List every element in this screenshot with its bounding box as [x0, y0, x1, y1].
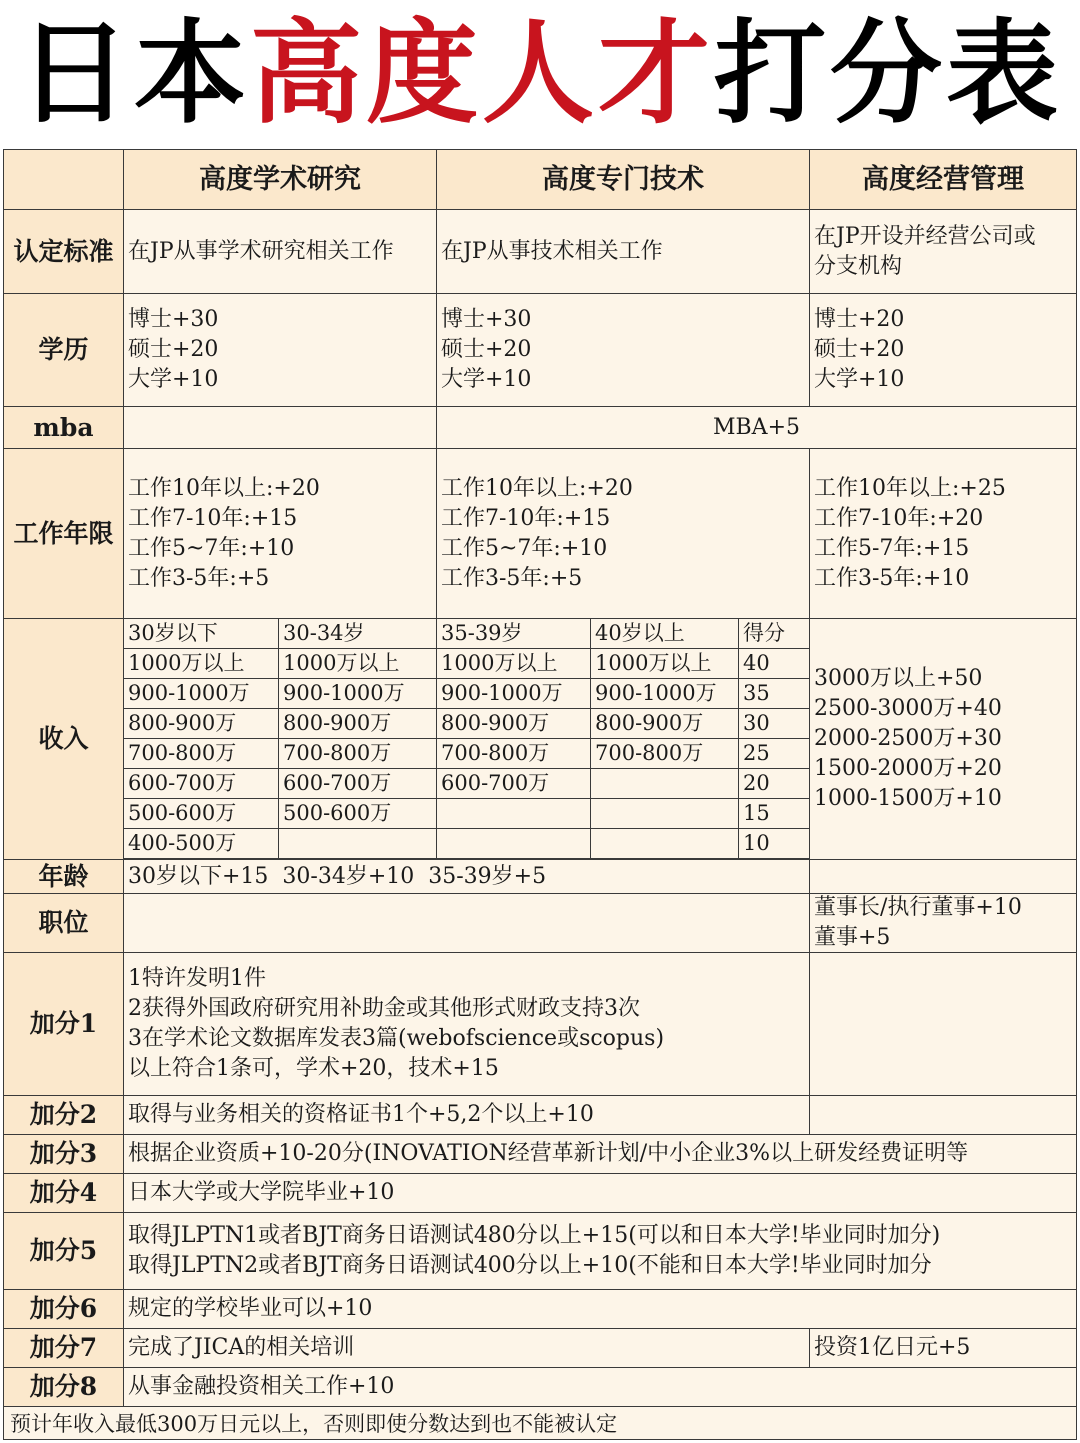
header-corner — [3, 149, 124, 210]
footer-note: 预计年收入最低300万日元以上，否则即使分数达到也不能被认定 — [3, 1406, 1077, 1440]
title-part-japan: 日本 — [18, 9, 250, 139]
income-table-cell: 600-700万 — [123, 768, 279, 799]
position-business: 董事长/执行董事+10 董事+5 — [809, 893, 1077, 953]
income-table-cell: 600-700万 — [436, 768, 591, 799]
row-label-position: 职位 — [3, 893, 124, 953]
bonus5-value: 取得JLPTN1或者BJT商务日语测试480分以上+15(可以和日本大学!毕业同时加分) 取得JLPTN2或者BJT商务日语测试400分以上+10(不能和日本大学!毕业同时加分 — [123, 1212, 1077, 1290]
row-label-age: 年龄 — [3, 859, 124, 894]
education-business: 博士+20 硕士+20 大学+10 — [809, 293, 1077, 407]
income-table-cell: 700-800万 — [590, 738, 739, 769]
bonus1-business-empty — [809, 952, 1077, 1096]
income-table-cell: 30 — [738, 708, 810, 739]
bonus6-value: 规定的学校毕业可以+10 — [123, 1289, 1077, 1329]
row-label-income: 收入 — [3, 618, 124, 860]
income-header-cell: 40岁以上 — [590, 618, 739, 649]
bonus7-business: 投资1亿日元+5 — [809, 1328, 1077, 1368]
income-header-cell: 35-39岁 — [436, 618, 591, 649]
income-table-cell: 35 — [738, 678, 810, 709]
income-table-cell — [436, 798, 591, 829]
row-label-bonus5: 加分5 — [3, 1212, 124, 1290]
row-label-mba: mba — [3, 406, 124, 449]
income-table-cell: 20 — [738, 768, 810, 799]
title-part-talent: 高度人才 — [250, 9, 714, 139]
income-table-cell: 900-1000万 — [278, 678, 437, 709]
experience-academic: 工作10年以上:+20 工作7-10年:+15 工作5~7年:+10 工作3-5年:+5 — [123, 448, 437, 619]
criteria-technical: 在JP从事技术相关工作 — [436, 209, 810, 294]
income-table-cell: 700-800万 — [123, 738, 279, 769]
income-table-cell: 25 — [738, 738, 810, 769]
bonus8-value: 从事金融投资相关工作+10 — [123, 1367, 1077, 1407]
income-table-cell — [436, 828, 591, 859]
bonus2-business-empty — [809, 1095, 1077, 1135]
education-academic: 博士+30 硕士+20 大学+10 — [123, 293, 437, 407]
bonus2-value: 取得与业务相关的资格证书1个+5,2个以上+10 — [123, 1095, 810, 1135]
row-label-criteria: 认定标准 — [3, 209, 124, 294]
income-table-cell — [278, 828, 437, 859]
row-label-bonus7: 加分7 — [3, 1328, 124, 1368]
income-table-cell: 800-900万 — [278, 708, 437, 739]
income-table-cell: 1000万以上 — [436, 648, 591, 679]
column-header-technical: 高度专门技术 — [436, 149, 810, 210]
bonus4-value: 日本大学或大学院毕业+10 — [123, 1173, 1077, 1213]
income-header-cell: 得分 — [738, 618, 810, 649]
income-table-cell: 1000万以上 — [123, 648, 279, 679]
income-table-cell: 1000万以上 — [278, 648, 437, 679]
row-label-bonus8: 加分8 — [3, 1367, 124, 1407]
bonus1-value: 1特许发明1件 2获得外国政府研究用补助金或其他形式财政支持3次 3在学术论文数据库发表3篇(webofscience或scopus) 以上符合1条可，学术+20，技术+15 — [123, 952, 810, 1096]
age-value: 30岁以下+15 30-34岁+10 35-39岁+5 — [123, 859, 810, 894]
income-table-cell: 40 — [738, 648, 810, 679]
row-label-bonus2: 加分2 — [3, 1095, 124, 1135]
income-table-cell: 400-500万 — [123, 828, 279, 859]
income-table-cell: 500-600万 — [123, 798, 279, 829]
age-business-empty — [809, 859, 1077, 894]
income-table-cell: 900-1000万 — [123, 678, 279, 709]
income-table-cell: 600-700万 — [278, 768, 437, 799]
income-table-cell: 15 — [738, 798, 810, 829]
title-part-score-table: 打分表 — [714, 9, 1062, 139]
income-header-cell: 30-34岁 — [278, 618, 437, 649]
income-table-cell — [590, 798, 739, 829]
row-label-bonus1: 加分1 — [3, 952, 124, 1096]
row-label-bonus6: 加分6 — [3, 1289, 124, 1329]
position-empty — [123, 893, 810, 953]
row-label-experience: 工作年限 — [3, 448, 124, 619]
mba-value: MBA+5 — [436, 406, 1077, 449]
income-table-cell: 800-900万 — [123, 708, 279, 739]
income-table-cell: 500-600万 — [278, 798, 437, 829]
education-technical: 博士+30 硕士+20 大学+10 — [436, 293, 810, 407]
income-table-cell: 700-800万 — [436, 738, 591, 769]
income-table-cell — [590, 768, 739, 799]
mba-academic-empty — [123, 406, 437, 449]
income-business: 3000万以上+50 2500-3000万+40 2000-2500万+30 1500-2000万+20 1000-1500万+10 — [809, 618, 1077, 860]
income-table-cell: 10 — [738, 828, 810, 859]
experience-technical: 工作10年以上:+20 工作7-10年:+15 工作5~7年:+10 工作3-5年:+5 — [436, 448, 810, 619]
bonus3-value: 根据企业资质+10-20分(INOVATION经营革新计划/中小企业3%以上研发经费证明等 — [123, 1134, 1077, 1174]
income-header-cell: 30岁以下 — [123, 618, 279, 649]
row-label-bonus3: 加分3 — [3, 1134, 124, 1174]
income-table-cell: 800-900万 — [436, 708, 591, 739]
criteria-academic: 在JP从事学术研究相关工作 — [123, 209, 437, 294]
column-header-business: 高度经营管理 — [809, 149, 1077, 210]
income-table-cell: 900-1000万 — [590, 678, 739, 709]
income-table-cell — [590, 828, 739, 859]
experience-business: 工作10年以上:+25 工作7-10年:+20 工作5-7年:+15 工作3-5年:+10 — [809, 448, 1077, 619]
column-header-academic: 高度学术研究 — [123, 149, 437, 210]
income-table-cell: 700-800万 — [278, 738, 437, 769]
income-table-cell: 1000万以上 — [590, 648, 739, 679]
income-table-cell: 900-1000万 — [436, 678, 591, 709]
bonus7-value: 完成了JICA的相关培训 — [123, 1328, 810, 1368]
row-label-bonus4: 加分4 — [3, 1173, 124, 1213]
row-label-education: 学历 — [3, 293, 124, 407]
income-table-cell: 800-900万 — [590, 708, 739, 739]
criteria-business: 在JP开设并经营公司或 分支机构 — [809, 209, 1077, 294]
